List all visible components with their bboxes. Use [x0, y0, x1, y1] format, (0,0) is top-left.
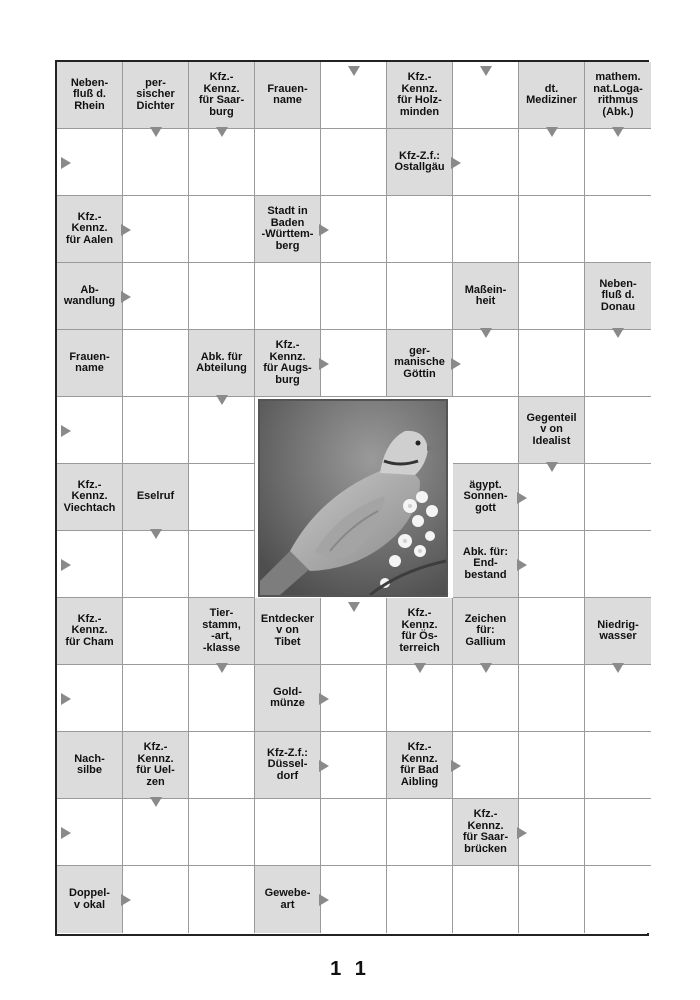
clue-cell: Kfz.- Kennz. für Saar- brücken [453, 799, 519, 866]
answer-cell[interactable] [387, 263, 453, 330]
arrow-down-icon [216, 663, 228, 673]
clue-cell: ägypt. Sonnen- gott [453, 464, 519, 531]
answer-cell[interactable] [123, 799, 189, 866]
clue-cell: per- sischer Dichter [123, 62, 189, 129]
arrow-right-icon [517, 492, 527, 504]
answer-cell[interactable] [453, 866, 519, 933]
arrow-right-icon [451, 358, 461, 370]
answer-cell[interactable] [453, 665, 519, 732]
answer-cell[interactable] [123, 866, 189, 933]
answer-cell[interactable] [585, 464, 651, 531]
arrow-down-icon [150, 529, 162, 539]
arrow-down-icon [348, 66, 360, 76]
arrow-right-icon [61, 157, 71, 169]
arrow-right-icon [121, 894, 131, 906]
answer-cell[interactable] [321, 665, 387, 732]
answer-cell[interactable] [519, 531, 585, 598]
arrow-down-icon [414, 663, 426, 673]
answer-cell[interactable] [189, 732, 255, 799]
answer-cell[interactable] [189, 263, 255, 330]
clue-cell: Ab- wandlung [57, 263, 123, 330]
clue-cell: Abk. für: End- bestand [453, 531, 519, 598]
answer-cell[interactable] [519, 263, 585, 330]
answer-cell[interactable] [453, 330, 519, 397]
arrow-right-icon [319, 358, 329, 370]
answer-cell[interactable] [453, 397, 519, 464]
arrow-right-icon [61, 693, 71, 705]
arrow-down-icon [216, 127, 228, 137]
answer-cell[interactable] [387, 866, 453, 933]
clue-cell: dt. Mediziner [519, 62, 585, 129]
answer-cell[interactable] [123, 263, 189, 330]
answer-cell[interactable] [519, 665, 585, 732]
arrow-down-icon [480, 663, 492, 673]
answer-cell[interactable] [585, 732, 651, 799]
arrow-right-icon [319, 894, 329, 906]
answer-cell[interactable] [453, 196, 519, 263]
answer-cell[interactable] [189, 665, 255, 732]
arrow-right-icon [61, 827, 71, 839]
clue-cell: Kfz.- Kennz. für Augs- burg [255, 330, 321, 397]
answer-cell[interactable] [123, 397, 189, 464]
clue-cell: Kfz-Z.f.: Düssel- dorf [255, 732, 321, 799]
answer-cell[interactable] [189, 866, 255, 933]
answer-cell[interactable] [123, 129, 189, 196]
clue-cell: Niedrig- wasser [585, 598, 651, 665]
arrow-right-icon [517, 559, 527, 571]
answer-cell[interactable] [585, 397, 651, 464]
dove-photo-icon [258, 399, 448, 597]
arrow-down-icon [348, 602, 360, 612]
answer-cell[interactable] [189, 799, 255, 866]
answer-cell[interactable] [387, 799, 453, 866]
clue-cell: Maßein- heit [453, 263, 519, 330]
clue-cell: Stadt in Baden -Württem- berg [255, 196, 321, 263]
arrow-right-icon [517, 827, 527, 839]
answer-cell[interactable] [585, 799, 651, 866]
answer-cell[interactable] [519, 464, 585, 531]
answer-cell[interactable] [519, 866, 585, 933]
arrow-down-icon [546, 127, 558, 137]
answer-cell[interactable] [189, 464, 255, 531]
clue-cell: Neben- fluß d. Donau [585, 263, 651, 330]
clue-cell: Kfz.- Kennz. für Cham [57, 598, 123, 665]
answer-cell[interactable] [255, 263, 321, 330]
clue-cell: Eselruf [123, 464, 189, 531]
answer-cell[interactable] [123, 531, 189, 598]
clue-cell: Kfz.- Kennz. für Uel- zen [123, 732, 189, 799]
answer-cell[interactable] [123, 330, 189, 397]
answer-cell[interactable] [321, 732, 387, 799]
answer-cell[interactable] [585, 330, 651, 397]
clue-cell: Kfz.- Kennz. für Aalen [57, 196, 123, 263]
answer-cell[interactable] [519, 799, 585, 866]
arrow-right-icon [451, 760, 461, 772]
answer-cell[interactable] [519, 598, 585, 665]
arrow-down-icon [480, 66, 492, 76]
arrow-down-icon [612, 328, 624, 338]
answer-cell[interactable] [453, 732, 519, 799]
arrow-right-icon [319, 693, 329, 705]
answer-cell[interactable] [387, 665, 453, 732]
arrow-down-icon [150, 797, 162, 807]
answer-cell[interactable] [387, 196, 453, 263]
answer-cell[interactable] [123, 196, 189, 263]
arrow-right-icon [121, 291, 131, 303]
arrow-right-icon [319, 224, 329, 236]
clue-cell: Frauen- name [255, 62, 321, 129]
page-number: 1 1 [330, 958, 370, 980]
arrow-down-icon [150, 127, 162, 137]
clue-cell: Tier- stamm, -art, -klasse [189, 598, 255, 665]
answer-cell[interactable] [321, 799, 387, 866]
clue-cell: Nach- silbe [57, 732, 123, 799]
answer-cell[interactable] [585, 866, 651, 933]
answer-cell[interactable] [255, 799, 321, 866]
answer-cell[interactable] [123, 665, 189, 732]
clue-cell: Kfz.- Kennz. für Ös- terreich [387, 598, 453, 665]
clue-cell: Gegenteil v on Idealist [519, 397, 585, 464]
answer-cell[interactable] [519, 196, 585, 263]
answer-cell[interactable] [585, 129, 651, 196]
clue-cell: Kfz.- Kennz. für Saar- burg [189, 62, 255, 129]
answer-cell[interactable] [189, 196, 255, 263]
clue-cell: Frauen- name [57, 330, 123, 397]
answer-cell[interactable] [321, 196, 387, 263]
clue-cell: Abk. für Abteilung [189, 330, 255, 397]
arrow-down-icon [216, 395, 228, 405]
arrow-right-icon [61, 425, 71, 437]
answer-cell[interactable] [453, 129, 519, 196]
answer-cell[interactable] [519, 330, 585, 397]
answer-cell[interactable] [585, 665, 651, 732]
answer-cell[interactable] [321, 330, 387, 397]
clue-cell: Neben- fluß d. Rhein [57, 62, 123, 129]
clue-cell: Kfz.- Kennz. für Holz- minden [387, 62, 453, 129]
arrow-down-icon [612, 127, 624, 137]
clue-cell: ger- manische Göttin [387, 330, 453, 397]
answer-cell[interactable] [189, 397, 255, 464]
answer-cell[interactable] [123, 598, 189, 665]
answer-cell[interactable] [519, 129, 585, 196]
answer-cell[interactable] [321, 263, 387, 330]
clue-cell: Gold- münze [255, 665, 321, 732]
arrow-down-icon [480, 328, 492, 338]
clue-cell: Kfz-Z.f.: Ostallgäu [387, 129, 453, 196]
answer-cell[interactable] [585, 196, 651, 263]
clue-cell: Entdecker v on Tibet [255, 598, 321, 665]
arrow-right-icon [319, 760, 329, 772]
answer-cell[interactable] [519, 732, 585, 799]
arrow-right-icon [121, 224, 131, 236]
clue-cell: mathem. nat.Loga- rithmus (Abk.) [585, 62, 651, 129]
arrow-down-icon [546, 462, 558, 472]
clue-cell: Kfz.- Kennz. für Bad Aibling [387, 732, 453, 799]
clue-cell: Gewebe- art [255, 866, 321, 933]
clue-cell: Doppel- v okal [57, 866, 123, 933]
answer-cell[interactable] [321, 866, 387, 933]
arrow-right-icon [61, 559, 71, 571]
answer-cell[interactable] [189, 531, 255, 598]
answer-cell[interactable] [585, 531, 651, 598]
arrow-right-icon [451, 157, 461, 169]
answer-cell[interactable] [255, 129, 321, 196]
arrow-down-icon [612, 663, 624, 673]
answer-cell[interactable] [189, 129, 255, 196]
clue-cell: Kfz.- Kennz. Viechtach [57, 464, 123, 531]
clue-cell: Zeichen für: Gallium [453, 598, 519, 665]
answer-cell[interactable] [321, 129, 387, 196]
